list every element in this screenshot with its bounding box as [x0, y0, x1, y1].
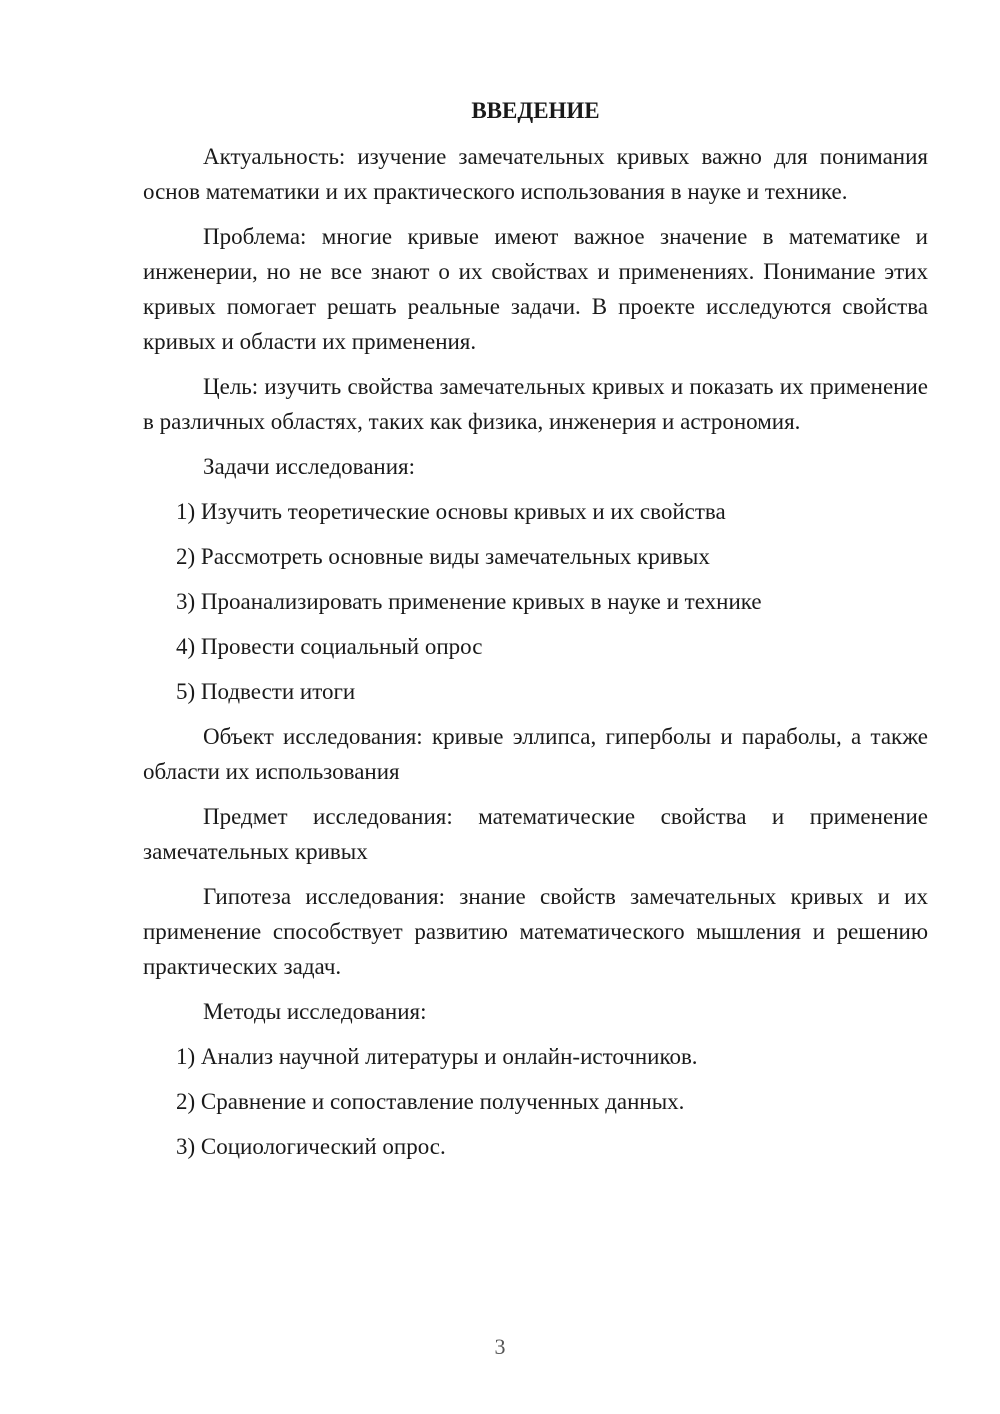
hypothesis-paragraph: Гипотеза исследования: знание свойств замечательных кривых и их применение способствует развитию математического мышления и решению практических задач.: [143, 884, 928, 979]
task-item: 4) Провести социальный опрос: [176, 634, 483, 659]
method-item: 1) Анализ научной литературы и онлайн-источников.: [176, 1044, 698, 1069]
task-item: 3) Проанализировать применение кривых в науке и технике: [176, 589, 762, 614]
page-number: 3: [494, 1334, 506, 1359]
task-item: 1) Изучить теоретические основы кривых и их свойства: [176, 499, 726, 524]
subject-paragraph: Предмет исследования: математические свойства и применение замечательных кривых: [143, 804, 928, 864]
relevance-paragraph: Актуальность: изучение замечательных кривых важно для понимания основ математики и их практического использования в науке и технике.: [143, 144, 928, 204]
problem-paragraph: Проблема: многие кривые имеют важное значение в математике и инженерии, но не все знают о их свойствах и применениях. Понимание этих кривых помогает решать реальные задачи. В проекте исследуются свойства кривых и области их применения.: [143, 224, 928, 354]
method-item: 3) Социологический опрос.: [176, 1134, 446, 1159]
page-content: [143, 93, 928, 1174]
goal-paragraph: Цель: изучить свойства замечательных кривых и показать их применение в различных областях, таких как физика, инженерия и астрономия.: [143, 374, 928, 434]
tasks-heading: Задачи исследования:: [203, 454, 416, 479]
object-paragraph: Объект исследования: кривые эллипса, гиперболы и параболы, а также области их использования: [143, 724, 928, 784]
method-item: 2) Сравнение и сопоставление полученных данных.: [176, 1089, 685, 1114]
methods-list: [143, 1039, 928, 1164]
methods-heading: Методы исследования:: [203, 999, 427, 1024]
tasks-list: [143, 494, 928, 709]
section-title: ВВЕДЕНИЕ: [471, 98, 600, 123]
task-item: 5) Подвести итоги: [176, 679, 356, 704]
task-item: 2) Рассмотреть основные виды замечательных кривых: [176, 544, 710, 569]
